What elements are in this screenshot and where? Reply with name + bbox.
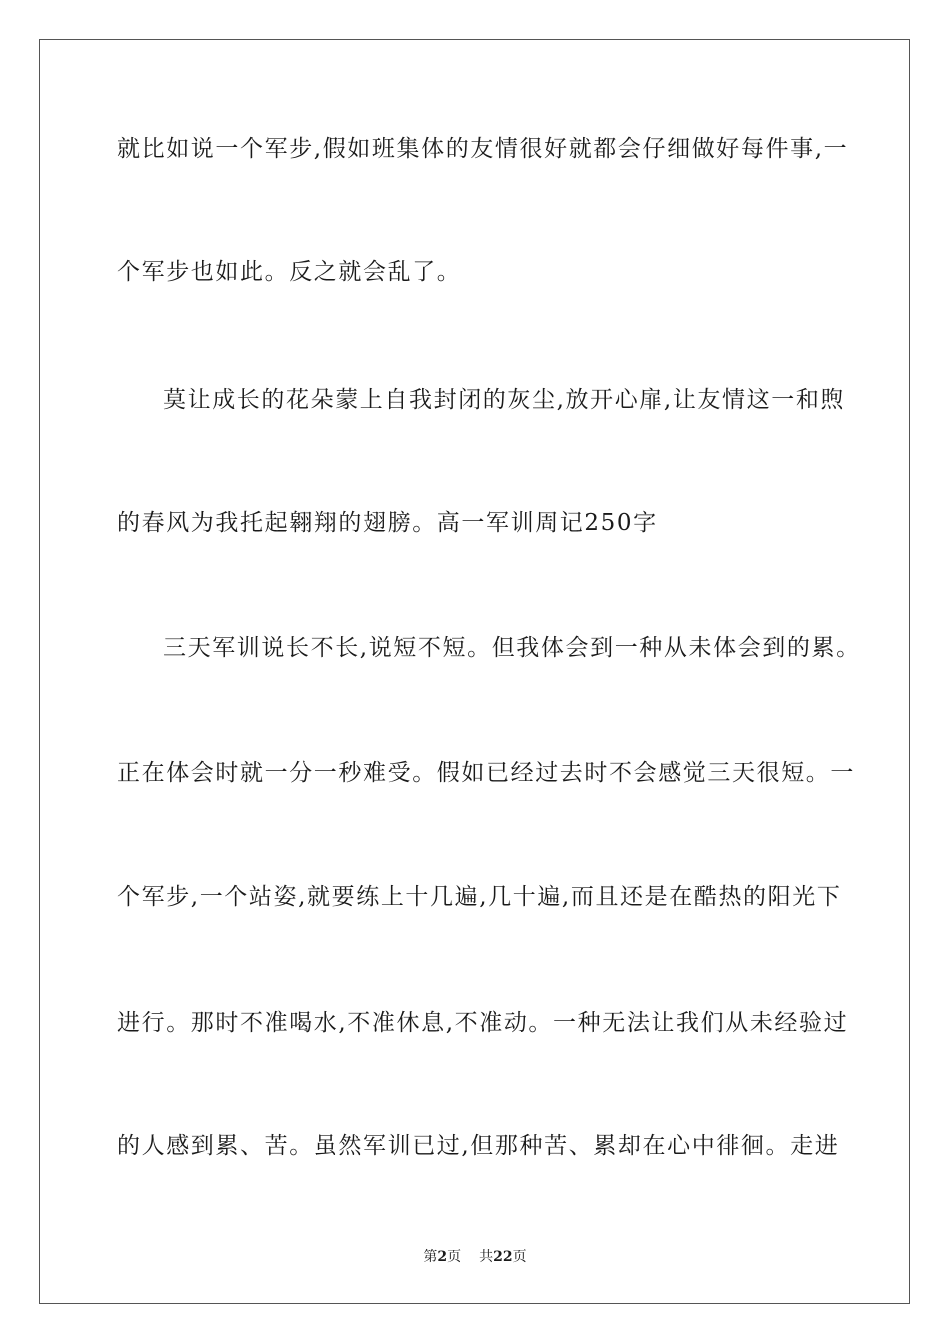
total-pages: 22 <box>493 1249 513 1265</box>
text-line-6: 正在体会时就一分一秒难受。假如已经过去时不会感觉三天很短。一 <box>117 760 855 786</box>
page-footer <box>0 1248 950 1266</box>
text-line-8: 进行。那时不准喝水,不准休息,不准动。一种无法让我们从未经验过 <box>117 1010 849 1036</box>
total-suffix: 页 <box>512 1249 527 1265</box>
total-prefix: 共 <box>479 1249 494 1265</box>
page-border <box>39 39 910 1304</box>
text-line-9: 的人感到累、苦。虽然军训已过,但那种苦、累却在心中徘徊。走进 <box>117 1133 840 1159</box>
text-line-1: 就比如说一个军步,假如班集体的友情很好就都会仔细做好每件事,一 <box>117 136 849 162</box>
text-line-4: 的春风为我托起翱翔的翅膀。高一军训周记250字 <box>117 510 658 536</box>
page-number: 2 <box>437 1249 448 1265</box>
page-suffix: 页 <box>447 1249 462 1265</box>
text-line-7: 个军步,一个站姿,就要练上十几遍,几十遍,而且还是在酷热的阳光下 <box>117 884 842 910</box>
text-line-5: 三天军训说长不长,说短不短。但我体会到一种从未体会到的累。 <box>163 635 861 661</box>
page-prefix: 第 <box>423 1249 438 1265</box>
text-line-2: 个军步也如此。反之就会乱了。 <box>117 259 462 285</box>
text-line-3: 莫让成长的花朵蒙上自我封闭的灰尘,放开心扉,让友情这一和煦 <box>163 387 846 413</box>
